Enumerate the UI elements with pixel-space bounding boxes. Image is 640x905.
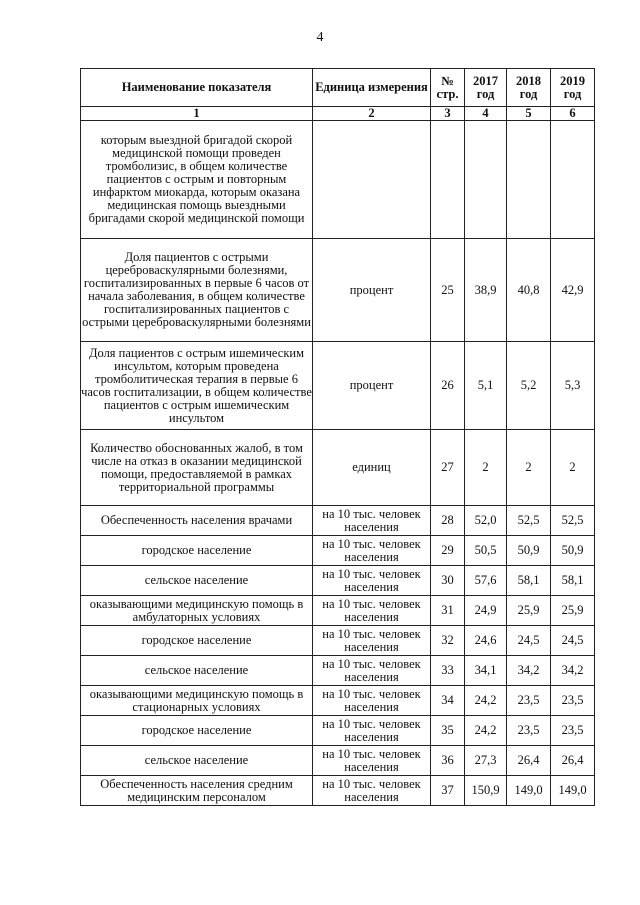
value-2017: 5,1	[465, 342, 507, 430]
value-2017: 2	[465, 430, 507, 506]
value-2017: 57,6	[465, 566, 507, 596]
row-number: 35	[431, 716, 465, 746]
value-2017: 150,9	[465, 776, 507, 806]
table-row	[81, 776, 595, 806]
unit-cell: на 10 тыс. человек населения	[313, 596, 431, 626]
unit-cell: на 10 тыс. человек населения	[313, 656, 431, 686]
unit-cell: на 10 тыс. человек населения	[313, 776, 431, 806]
indicator-name: оказывающими медицинскую помощь в амбулаторных условиях	[81, 596, 313, 626]
header-2017: 2017 год	[465, 69, 507, 107]
column-number: 3	[431, 107, 465, 121]
table-row	[81, 596, 595, 626]
value-2018: 23,5	[507, 716, 551, 746]
table-row	[81, 430, 595, 506]
value-2018: 50,9	[507, 536, 551, 566]
indicator-name: которым выездной бригадой скорой медицинской помощи проведен тромболизис, в общем количестве пациентов с острым и повторным инфарктом миокарда, которым оказана медицинская помощь выездными бригадами скорой медицинской помощи	[81, 121, 313, 239]
value-2017: 24,9	[465, 596, 507, 626]
value-2019: 58,1	[551, 566, 595, 596]
column-number-row	[81, 107, 595, 121]
indicators-table	[80, 68, 595, 806]
value-2018	[507, 121, 551, 239]
column-number: 6	[551, 107, 595, 121]
row-number: 26	[431, 342, 465, 430]
value-2018: 24,5	[507, 626, 551, 656]
header-2019: 2019 год	[551, 69, 595, 107]
indicator-name: городское население	[81, 716, 313, 746]
unit-cell: на 10 тыс. человек населения	[313, 716, 431, 746]
unit-cell: процент	[313, 239, 431, 342]
row-number: 31	[431, 596, 465, 626]
table-row	[81, 716, 595, 746]
value-2017: 24,2	[465, 716, 507, 746]
value-2019: 42,9	[551, 239, 595, 342]
unit-cell	[313, 121, 431, 239]
value-2019: 24,5	[551, 626, 595, 656]
row-number: 36	[431, 746, 465, 776]
value-2019: 2	[551, 430, 595, 506]
value-2019: 149,0	[551, 776, 595, 806]
value-2017: 34,1	[465, 656, 507, 686]
indicator-name: городское население	[81, 536, 313, 566]
value-2018: 26,4	[507, 746, 551, 776]
indicator-name: Обеспеченность населения средним медицинским персоналом	[81, 776, 313, 806]
value-2018: 2	[507, 430, 551, 506]
value-2017: 52,0	[465, 506, 507, 536]
value-2017: 38,9	[465, 239, 507, 342]
value-2018: 40,8	[507, 239, 551, 342]
table-row	[81, 686, 595, 716]
table-row	[81, 506, 595, 536]
value-2019: 50,9	[551, 536, 595, 566]
row-number	[431, 121, 465, 239]
value-2018: 25,9	[507, 596, 551, 626]
table-row	[81, 746, 595, 776]
value-2019: 23,5	[551, 716, 595, 746]
indicator-name: сельское население	[81, 566, 313, 596]
value-2019: 26,4	[551, 746, 595, 776]
indicator-name: Количество обоснованных жалоб, в том числе на отказ в оказании медицинской помощи, предоставляемой в рамках территориальной программы	[81, 430, 313, 506]
row-number: 34	[431, 686, 465, 716]
unit-cell: процент	[313, 342, 431, 430]
row-number: 29	[431, 536, 465, 566]
table-row	[81, 239, 595, 342]
value-2017: 24,6	[465, 626, 507, 656]
row-number: 33	[431, 656, 465, 686]
unit-cell: на 10 тыс. человек населения	[313, 626, 431, 656]
value-2017: 50,5	[465, 536, 507, 566]
header-row-no: № стр.	[431, 69, 465, 107]
indicator-name: сельское население	[81, 656, 313, 686]
table-row	[81, 656, 595, 686]
header-name: Наименование показателя	[81, 69, 313, 107]
table-row	[81, 536, 595, 566]
indicator-name: Доля пациентов с острым ишемическим инсультом, которым проведена тромболитическая терапия в первые 6 часов госпитализации, в общем количестве пациентов с острым ишемическим инсультом	[81, 342, 313, 430]
table-row	[81, 342, 595, 430]
value-2018: 5,2	[507, 342, 551, 430]
unit-cell: на 10 тыс. человек населения	[313, 506, 431, 536]
indicator-name: Обеспеченность населения врачами	[81, 506, 313, 536]
value-2017: 24,2	[465, 686, 507, 716]
value-2019: 34,2	[551, 656, 595, 686]
value-2019: 5,3	[551, 342, 595, 430]
row-number: 30	[431, 566, 465, 596]
indicator-name: городское население	[81, 626, 313, 656]
table-row	[81, 566, 595, 596]
row-number: 27	[431, 430, 465, 506]
row-number: 28	[431, 506, 465, 536]
value-2018: 23,5	[507, 686, 551, 716]
value-2018: 149,0	[507, 776, 551, 806]
row-number: 32	[431, 626, 465, 656]
header-unit: Единица измерения	[313, 69, 431, 107]
unit-cell: единиц	[313, 430, 431, 506]
column-number: 5	[507, 107, 551, 121]
value-2019	[551, 121, 595, 239]
unit-cell: на 10 тыс. человек населения	[313, 686, 431, 716]
indicator-name: Доля пациентов с острыми цереброваскулярными болезнями, госпитализированных в первые 6 часов от начала заболевания, в общем количестве госпитализированных пациентов с острыми цереброваскулярными болезнями	[81, 239, 313, 342]
value-2018: 34,2	[507, 656, 551, 686]
column-number: 4	[465, 107, 507, 121]
value-2019: 52,5	[551, 506, 595, 536]
indicator-name: сельское население	[81, 746, 313, 776]
column-number: 2	[313, 107, 431, 121]
header-2018: 2018 год	[507, 69, 551, 107]
table-row	[81, 626, 595, 656]
table-row	[81, 121, 595, 239]
value-2018: 58,1	[507, 566, 551, 596]
indicator-name: оказывающими медицинскую помощь в стационарных условиях	[81, 686, 313, 716]
unit-cell: на 10 тыс. человек населения	[313, 566, 431, 596]
value-2017	[465, 121, 507, 239]
row-number: 37	[431, 776, 465, 806]
value-2018: 52,5	[507, 506, 551, 536]
value-2019: 23,5	[551, 686, 595, 716]
page-number: 4	[316, 30, 324, 45]
row-number: 25	[431, 239, 465, 342]
value-2017: 27,3	[465, 746, 507, 776]
column-number: 1	[81, 107, 313, 121]
value-2019: 25,9	[551, 596, 595, 626]
header-row	[81, 69, 595, 107]
unit-cell: на 10 тыс. человек населения	[313, 536, 431, 566]
unit-cell: на 10 тыс. человек населения	[313, 746, 431, 776]
